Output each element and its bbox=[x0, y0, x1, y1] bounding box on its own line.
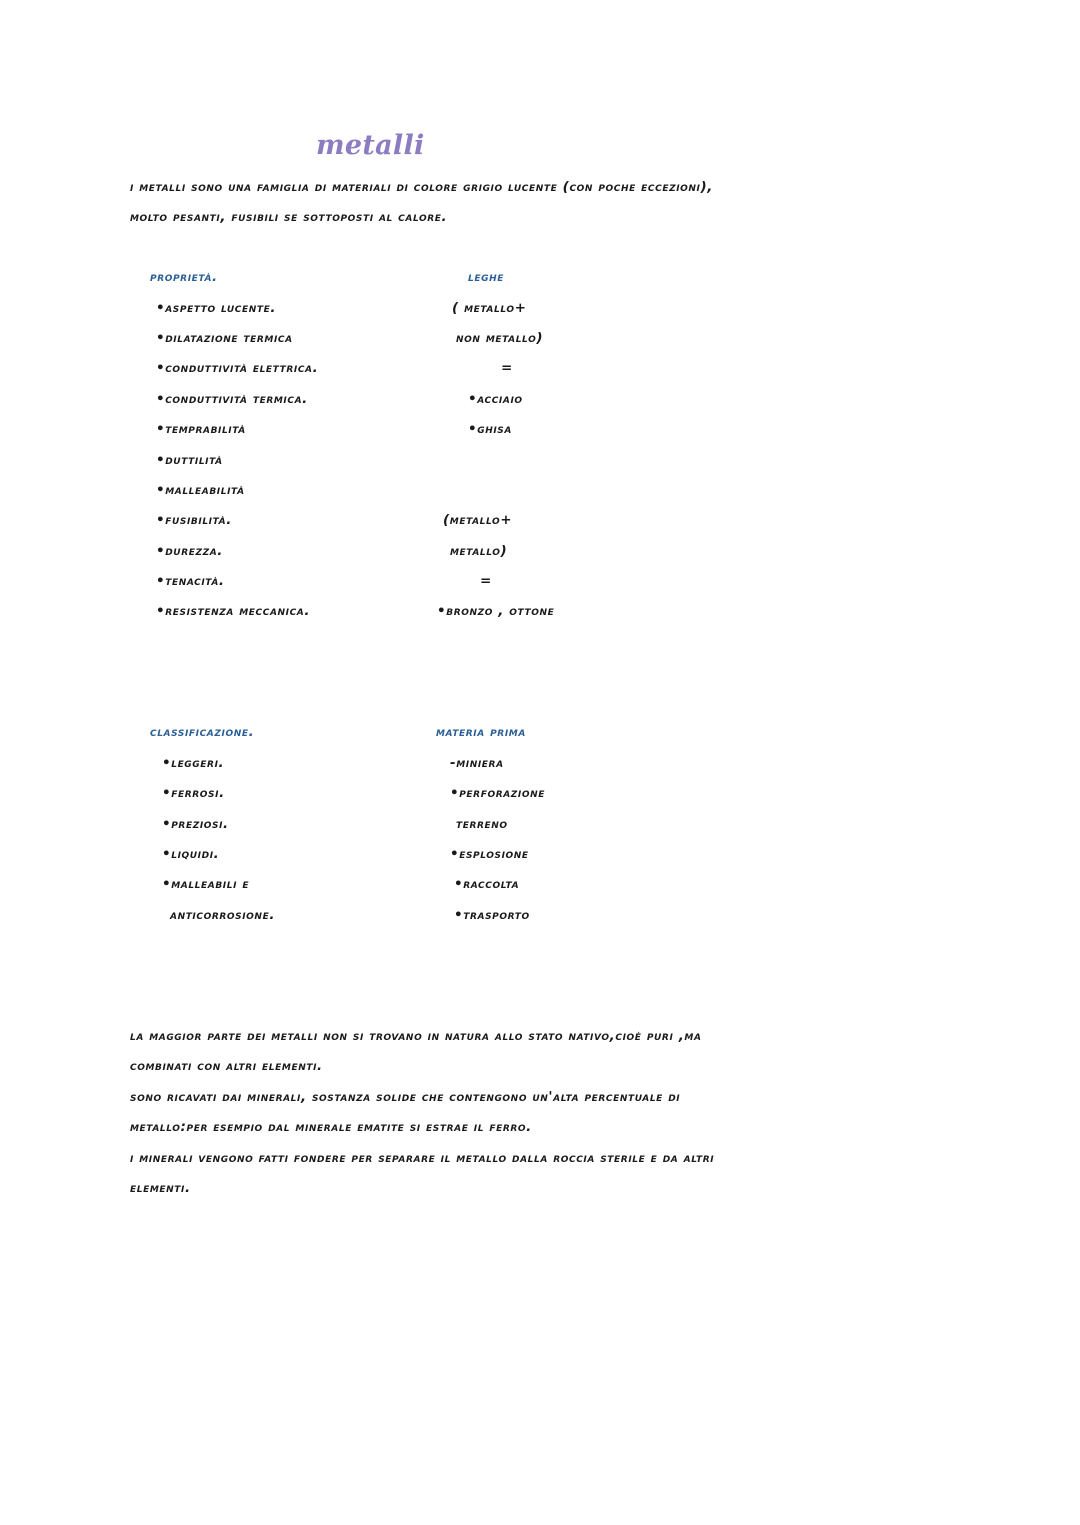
closing-line: la maggior parte dei metalli non si trovano in natura allo stato nativo,cioè puri ,ma bbox=[130, 1028, 702, 1044]
property-item: •resistenza meccanica. bbox=[156, 603, 311, 619]
closing-line: elementi. bbox=[130, 1180, 191, 1196]
property-item: •conduttività elettrica. bbox=[156, 360, 319, 376]
property-item: •duttilità bbox=[156, 452, 223, 468]
classification-item: •liquidi. bbox=[162, 846, 220, 862]
properties-heading: proprietà. bbox=[150, 269, 218, 285]
raw-material-item: •raccolta bbox=[454, 876, 520, 892]
property-item: •dilatazione termica bbox=[156, 330, 293, 346]
alloy-equals: = bbox=[480, 573, 492, 589]
alloy-line: non metallo) bbox=[456, 330, 544, 346]
intro-line: molto pesanti, fusibili se sottoposti al calore. bbox=[130, 209, 448, 225]
closing-line: combinati con altri elementi. bbox=[130, 1058, 323, 1074]
closing-line: i minerali vengono fatti fondere per separare il metallo dalla roccia sterile e da altri bbox=[130, 1150, 715, 1166]
raw-material-item: •esplosione bbox=[450, 846, 529, 862]
raw-material-heading: materia prima bbox=[436, 724, 526, 740]
classification-item: •malleabili e bbox=[162, 876, 250, 892]
page-title: metalli bbox=[316, 130, 425, 161]
property-item: •aspetto lucente. bbox=[156, 300, 277, 316]
raw-material-item: terreno bbox=[456, 816, 508, 832]
classification-item: •preziosi. bbox=[162, 816, 229, 832]
property-item: •temprabilità bbox=[156, 421, 246, 437]
alloy-line: ( metallo+ bbox=[452, 300, 527, 316]
intro-line: i metalli sono una famiglia di materiali di colore grigio lucente (con poche eccezioni), bbox=[130, 179, 713, 195]
raw-material-item: -miniera bbox=[450, 755, 504, 771]
alloy-equals: = bbox=[501, 360, 513, 376]
property-item: •tenacità. bbox=[156, 573, 225, 589]
property-item: •conduttività termica. bbox=[156, 391, 308, 407]
alloys-heading: leghe bbox=[468, 269, 504, 285]
raw-material-item: •trasporto bbox=[454, 907, 530, 923]
property-item: •fusibilità. bbox=[156, 512, 232, 528]
closing-line: sono ricavati dai minerali, sostanza solide che contengono un'alta percentuale di bbox=[130, 1089, 681, 1105]
classification-heading: classificazione. bbox=[150, 724, 255, 740]
alloy-line: metallo) bbox=[450, 543, 508, 559]
property-item: •malleabilità bbox=[156, 482, 245, 498]
property-item: •durezza. bbox=[156, 543, 224, 559]
closing-line: metallo:per esempio dal minerale ematite si estrae il ferro. bbox=[130, 1119, 532, 1135]
classification-item: •leggeri. bbox=[162, 755, 225, 771]
alloy-line: (metallo+ bbox=[443, 512, 513, 528]
raw-material-item: •perforazione bbox=[450, 785, 546, 801]
alloy-line: •acciaio bbox=[468, 391, 523, 407]
alloy-line: •ghisa bbox=[468, 421, 512, 437]
alloy-line: •bronzo , ottone bbox=[437, 603, 555, 619]
classification-item: •ferrosi. bbox=[162, 785, 225, 801]
classification-item: anticorrosione. bbox=[170, 907, 276, 923]
